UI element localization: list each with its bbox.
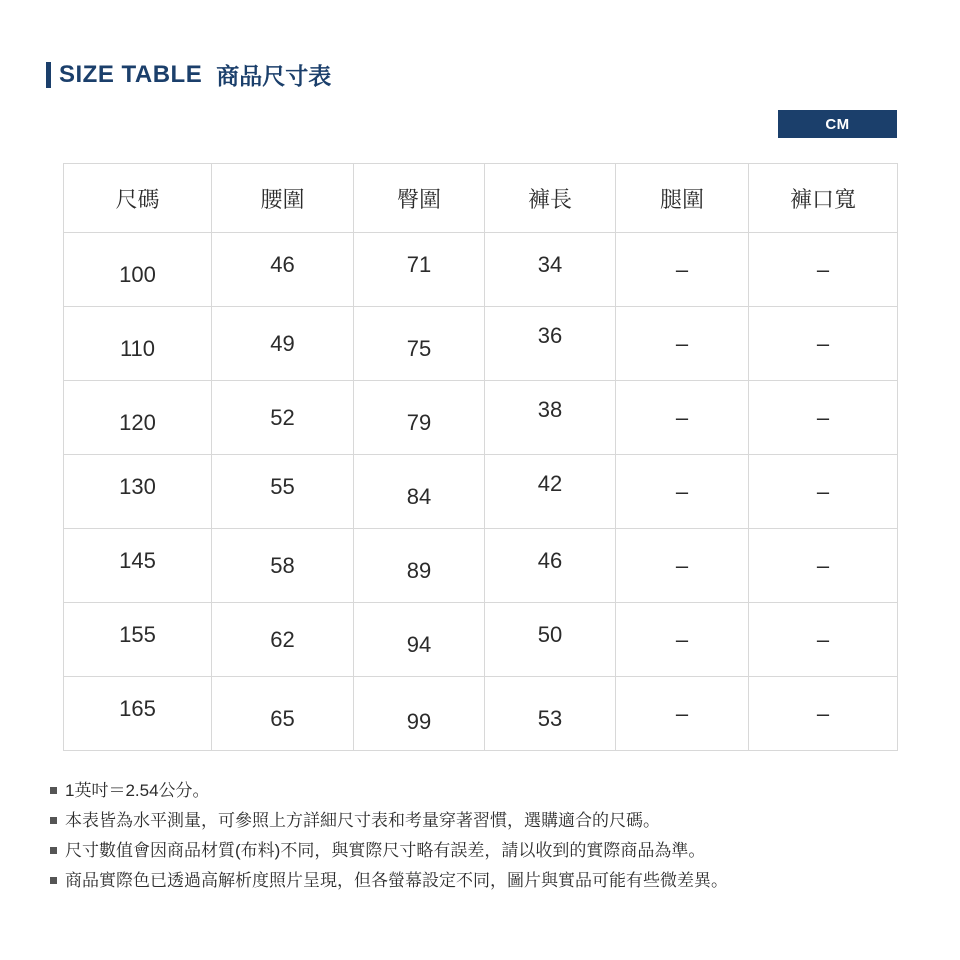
cell-length: [485, 307, 616, 381]
cell-thigh: [616, 307, 749, 381]
cell-waist-value: 65: [270, 705, 295, 731]
cell-length: [485, 603, 616, 677]
cell-hip-value: 79: [406, 409, 432, 435]
cell-thigh-value: –: [675, 700, 689, 726]
cell-waist-value: 58: [270, 552, 295, 578]
cell-waist: [212, 233, 354, 307]
cell-size-value: 110: [119, 335, 156, 361]
cell-thigh-value: –: [675, 478, 689, 504]
cell-hip: [354, 455, 485, 529]
cell-size: [64, 307, 212, 381]
cell-waist: [212, 455, 354, 529]
cell-hip-value: 71: [406, 251, 432, 277]
cell-cuff: [749, 603, 898, 677]
page-header: [46, 58, 331, 91]
page-title-en: SIZE TABLE: [59, 60, 203, 88]
cell-waist: [212, 307, 354, 381]
cell-size-value: 130: [119, 473, 156, 499]
cell-cuff-value: –: [816, 256, 830, 282]
cell-size: [64, 529, 212, 603]
cell-length-value: 50: [537, 621, 563, 647]
cell-size: [64, 455, 212, 529]
table-header: [64, 164, 898, 233]
column-header-cuff: 褲口寬: [749, 164, 898, 233]
bullet-icon: [50, 787, 57, 794]
cell-size: [64, 603, 212, 677]
cell-cuff-value: –: [816, 330, 830, 356]
bullet-icon: [50, 847, 57, 854]
cell-waist: [212, 529, 354, 603]
cell-thigh-value: –: [675, 404, 689, 430]
cell-waist: [212, 603, 354, 677]
cell-hip: [354, 677, 485, 751]
cell-cuff: [749, 381, 898, 455]
column-header-waist: 腰圍: [212, 164, 354, 233]
cell-size-value: 100: [119, 261, 156, 287]
cell-cuff: [749, 455, 898, 529]
cell-thigh: [616, 381, 749, 455]
cell-cuff: [749, 529, 898, 603]
column-header-length: 褲長: [485, 164, 616, 233]
table-body: [64, 233, 898, 751]
cell-length-value: 34: [537, 251, 563, 277]
cell-cuff: [749, 233, 898, 307]
cell-cuff: [749, 677, 898, 751]
note-text: 尺寸數值會因商品材質(布料)不同，與實際尺寸略有誤差，請以收到的實際商品為準。: [65, 841, 706, 860]
cell-waist-value: 55: [270, 473, 295, 499]
table-row: [64, 529, 898, 603]
column-header-hip: 臀圍: [354, 164, 485, 233]
cell-length: [485, 233, 616, 307]
cell-size-value: 155: [119, 621, 156, 647]
cell-hip-value: 99: [406, 708, 432, 734]
cell-cuff-value: –: [816, 478, 830, 504]
cell-waist: [212, 677, 354, 751]
cell-hip: [354, 603, 485, 677]
cell-hip: [354, 233, 485, 307]
cell-size-value: 165: [119, 695, 156, 721]
cell-length-value: 46: [537, 547, 563, 573]
page-title-zh: 商品尺寸表: [216, 63, 332, 89]
cell-length-value: 38: [537, 396, 563, 422]
note-text: 本表皆為水平測量，可參照上方詳細尺寸表和考量穿著習慣，選購適合的尺碼。: [65, 811, 660, 830]
cell-waist-value: 46: [270, 251, 295, 277]
cell-cuff-value: –: [816, 552, 830, 578]
cell-cuff-value: –: [816, 626, 830, 652]
cell-hip-value: 89: [406, 557, 432, 583]
table-row: [64, 677, 898, 751]
cell-length-value: 42: [537, 470, 563, 496]
size-table: [63, 163, 898, 751]
list-item: [50, 806, 930, 836]
cell-size: [64, 381, 212, 455]
cell-thigh-value: –: [675, 552, 689, 578]
cell-hip: [354, 381, 485, 455]
cell-waist: [212, 381, 354, 455]
cell-waist-value: 62: [270, 626, 295, 652]
column-header-thigh: 腿圍: [616, 164, 749, 233]
cell-waist-value: 52: [270, 404, 295, 430]
header-accent-bar: [46, 62, 51, 88]
list-item: [50, 836, 930, 866]
notes-list: [50, 776, 930, 896]
cell-waist-value: 49: [270, 330, 295, 356]
table-row: [64, 307, 898, 381]
list-item: [50, 866, 930, 896]
unit-badge: CM: [778, 110, 897, 138]
cell-cuff-value: –: [816, 700, 830, 726]
cell-length-value: 53: [537, 705, 563, 731]
cell-thigh: [616, 529, 749, 603]
table-row: [64, 455, 898, 529]
cell-hip-value: 94: [406, 631, 432, 657]
table-row: [64, 233, 898, 307]
cell-hip: [354, 307, 485, 381]
note-text: 1英吋＝2.54公分。: [65, 781, 210, 800]
cell-thigh: [616, 233, 749, 307]
cell-length: [485, 455, 616, 529]
table-row: [64, 603, 898, 677]
cell-thigh: [616, 603, 749, 677]
cell-size-value: 145: [119, 547, 156, 573]
cell-thigh-value: –: [675, 626, 689, 652]
column-header-size: 尺碼: [64, 164, 212, 233]
cell-size-value: 120: [119, 409, 156, 435]
cell-thigh: [616, 677, 749, 751]
table-header-row: [64, 164, 898, 233]
cell-hip: [354, 529, 485, 603]
list-item: [50, 776, 930, 806]
bullet-icon: [50, 817, 57, 824]
cell-length-value: 36: [537, 322, 563, 348]
note-text: 商品實際色已透過高解析度照片呈現，但各螢幕設定不同，圖片與實品可能有些微差異。: [65, 871, 728, 890]
bullet-icon: [50, 877, 57, 884]
cell-size: [64, 677, 212, 751]
cell-length: [485, 529, 616, 603]
cell-size: [64, 233, 212, 307]
cell-length: [485, 677, 616, 751]
table-row: [64, 381, 898, 455]
cell-length: [485, 381, 616, 455]
cell-cuff-value: –: [816, 404, 830, 430]
cell-cuff: [749, 307, 898, 381]
cell-thigh-value: –: [675, 256, 689, 282]
cell-thigh: [616, 455, 749, 529]
cell-hip-value: 75: [406, 335, 432, 361]
cell-hip-value: 84: [406, 483, 432, 509]
cell-thigh-value: –: [675, 330, 689, 356]
